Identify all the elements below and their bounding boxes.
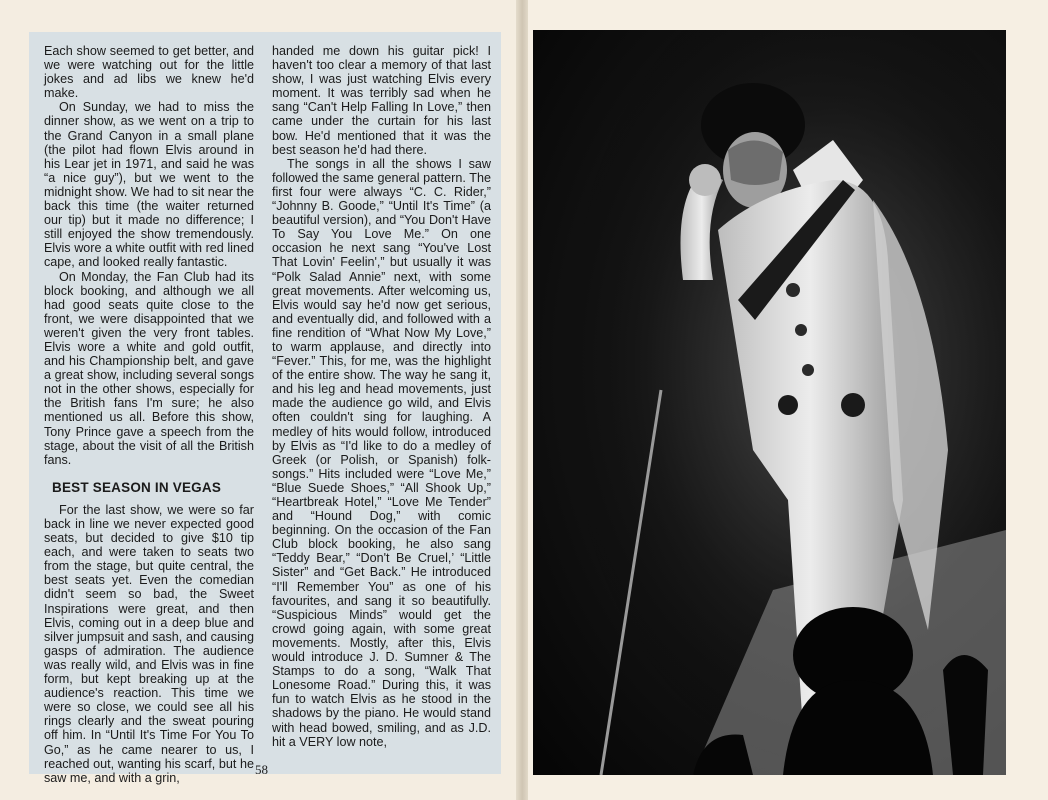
text-column-2 xyxy=(272,44,491,749)
paragraph: On Monday, the Fan Club had its block booking, and although we all had good seats quite close to the front, we were disappointed that we weren't given the very front tables. Elvis wore a white and gold outfit, and his Championship belt, and gave a great show, including several songs not in the other shows, especially for the British fans I'm sure; he also mentioned us all. Before this show, Tony Prince gave a speech from the stage, about the visit of all the British fans. xyxy=(44,269,254,467)
paragraph: For the last show, we were so far back in line we never expected good seats, but decided to give $10 tip each, and were taken to seats two from the stage, but quite central, the best seats yet. Even the comedian didn't seem so bad, the Sweet Inspirations were great, and then Elvis, coming out in a deep blue and silver jumpsuit and sash, and causing gasps of admiration. The audience was really wild, and Elvis was in fine form, but kept breaking up at the audience's reaction. This time we were so close, we could see all his rings clearly and the sweat pouring off him. In “Until It's Time For You To Go,” as he came nearer to us, I reached out, wanting his scarf, but he saw me, and with a grin, xyxy=(44,502,254,785)
paragraph: On Sunday, we had to miss the dinner show, as we went on a trip to the Grand Canyon in a small plane (the pilot had flown Elvis around in his Lear jet in 1971, and said he was “a nice guy”), but we went to the midnight show. We had to sit near the back this time (the waiter returned our tip) but it made no difference; I still enjoyed the show tremendously. Elvis wore a white outfit with red lined cape, and looked really fantastic. xyxy=(44,100,254,270)
page-number: 58 xyxy=(255,762,268,777)
photo-illustration xyxy=(533,30,1006,775)
text-column-1 xyxy=(44,44,254,785)
paragraph: handed me down his guitar pick! I haven't too clear a memory of that last show, I was just watching Elvis every moment. It was terribly sad when he sang “Can't Help Falling In Love,” then came under the curtain for his last bow. He'd mentioned that it was the best season he'd had there. xyxy=(272,44,491,157)
left-page xyxy=(0,0,520,800)
paragraph: Each show seemed to get better, and we were watching out for the little jokes and ad libs we knew he'd make. xyxy=(44,44,254,101)
section-heading: BEST SEASON IN VEGAS xyxy=(52,479,222,495)
performer-photo xyxy=(533,30,1006,775)
paragraph: The songs in all the shows I saw followed the same general pattern. The first four were always “C. C. Rider,” “Johnny B. Goode,” “Until It's Time” (a beautiful version), and “You Don't Have To Say You Love Me.” On one occasion he next sang “You've Lost That Lovin' Feelin',” but usually it was “Polk Salad Annie” next, with some great movements. After welcoming us, Elvis would say he'd now get serious, and eventually did, and followed with a fine rendition of “What Now My Love,” to warm applause, and directly into “Fever.” This, for me, was the highlight of the entire show. The way he sang it, and his leg and head movements, just made the audience go wild, and Elvis often couldn't sing for laughing. A medley of hits would follow, introduced by Elvis as “I'd like to do a medley of Greek (or Polish, or Spanish) folk-songs.” Hits included were “Love Me,” “Blue Suede Shoes,” “All Shook Up,” “Heartbreak Hotel,” “Love Me Tender” and “Hound Dog,” with comic beginning. On the occasion of the Fan Club block booking, he also sang “Teddy Bear,” “Don't Be Cruel,’ “Little Sister” and “Get Back.” He introduced “I'll Remember You” as one of his favourites, and sang it so beautifully. “Suspicious Minds” would get the crowd going again, with some great movements. Mostly, after this, Elvis would introduce J. D. Sumner & The Stamps to do a song, “Walk That Lonesome Road.” During this, it was fun to watch Elvis as he stood in the shadows by the piano. He would stand with head bowed, smiling, and as J.D. hit a VERY low note, xyxy=(272,156,491,749)
